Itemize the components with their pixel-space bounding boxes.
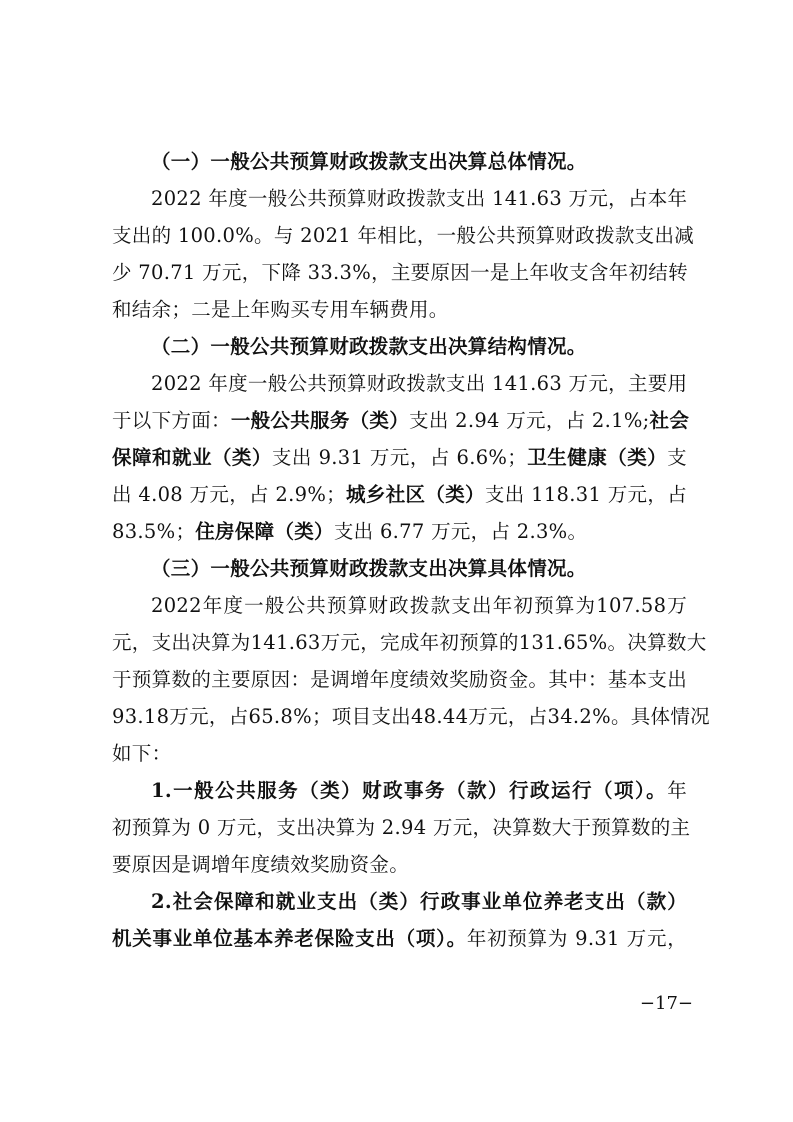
paragraph-line: 初预算为 0 万元，支出决算为 2.94 万元，决算数大于预算数的主 — [112, 816, 691, 839]
item-title: 机关事业单位基本养老保险支出（项）。 — [112, 927, 467, 950]
category-label: 一般公共服务（类） — [230, 409, 410, 432]
text-run: 于以下方面： — [112, 409, 231, 432]
paragraph-line — [112, 439, 687, 476]
paragraph-line — [112, 402, 690, 439]
paragraph-line: 要原因是调增年度绩效奖励资金。 — [112, 853, 410, 876]
document-body — [112, 143, 710, 957]
item-title-line — [112, 920, 687, 957]
paragraph-line: 于预算数的主要原因：是调增年度绩效奖励资金。其中：基本支出 — [112, 668, 687, 691]
section-heading-2: （二）一般公共预算财政拨款支出决算结构情况。 — [151, 335, 587, 358]
paragraph-line — [112, 476, 687, 513]
text-run: 支出 9.31 万元，占 6.6%； — [271, 446, 528, 469]
text-run: 年 — [667, 779, 687, 802]
text-run: 支出 6.77 万元，占 2.3%。 — [333, 520, 588, 543]
paragraph-line: 如下： — [112, 742, 172, 765]
page-number: −17− — [639, 993, 693, 1014]
section-heading-3: （三）一般公共预算财政拨款支出决算具体情况。 — [151, 557, 587, 580]
text-run: 支出 2.94 万元，占 2.1%; — [409, 409, 650, 432]
category-label: 城乡社区（类） — [345, 483, 485, 506]
category-label: 卫生健康（类） — [527, 446, 668, 469]
section-heading-1: （一）一般公共预算财政拨款支出决算总体情况。 — [151, 150, 587, 173]
category-label: 社会 — [649, 409, 690, 432]
category-label: 住房保障（类） — [195, 520, 334, 543]
item-title-line — [112, 772, 687, 809]
text-run: 支出 118.31 万元，占 — [484, 483, 688, 506]
text-run: 支 — [667, 446, 687, 469]
paragraph-line: 支出的 100.0%。与 2021 年相比，一般公共预算财政拨款支出减 — [112, 224, 695, 247]
item-title: 1.一般公共服务（类）财政事务（款）行政运行（项）。 — [151, 779, 668, 802]
category-label: 保障和就业（类） — [112, 446, 272, 469]
paragraph-line — [112, 513, 687, 550]
paragraph-line: 2022年度一般公共预算财政拨款支出年初预算为107.58万 — [151, 594, 687, 617]
paragraph-line: 和结余；二是上年购买专用车辆费用。 — [112, 298, 449, 321]
paragraph-line: 2022 年度一般公共预算财政拨款支出 141.63 万元，主要用 — [151, 372, 688, 395]
item-title-line: 2.社会保障和就业支出（类）行政事业单位养老支出（款） — [151, 890, 687, 913]
paragraph-line: 元，支出决算为141.63万元，完成年初预算的131.65%。决算数大 — [112, 631, 707, 654]
paragraph-line: 2022 年度一般公共预算财政拨款支出 141.63 万元，占本年 — [151, 187, 688, 210]
text-run: 83.5%； — [112, 520, 196, 543]
paragraph-line: 93.18万元，占65.8%；项目支出48.44万元，占34.2%。具体情况 — [112, 705, 710, 728]
text-run: 出 4.08 万元，占 2.9%； — [112, 483, 346, 506]
text-run: 年初预算为 9.31 万元， — [466, 927, 687, 950]
paragraph-line: 少 70.71 万元，下降 33.3%，主要原因一是上年收支含年初结转 — [112, 261, 688, 284]
